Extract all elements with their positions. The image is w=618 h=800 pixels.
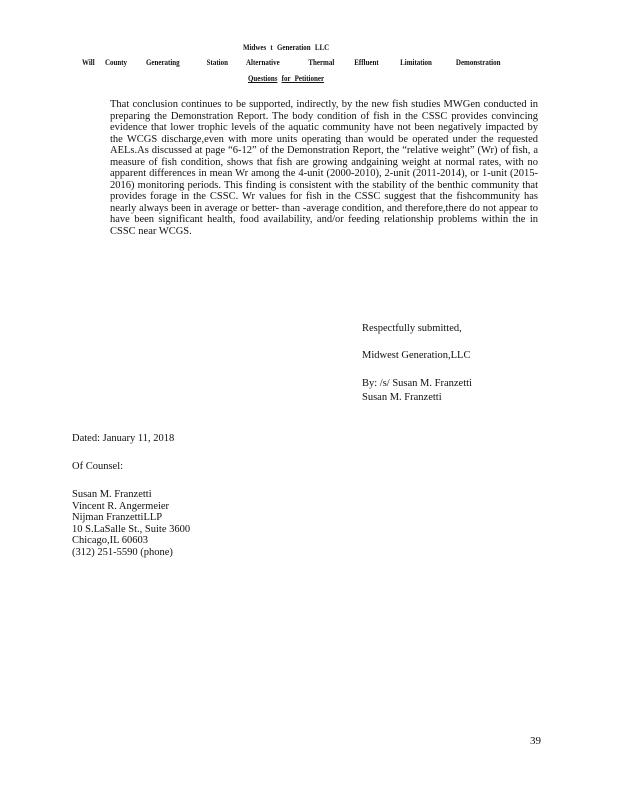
header-company-line: Midwes t Generation LLC — [243, 42, 330, 52]
counsel-line: Susan M. Franzetti — [72, 489, 152, 500]
header-word: Generating — [145, 57, 180, 67]
header-word: Will — [82, 57, 95, 67]
signature-name: Susan M. Franzetti — [362, 392, 442, 403]
header-word: Alternative — [246, 57, 280, 67]
header-word: Effluent — [354, 57, 379, 67]
body-paragraph: That conclusion continues to be supported, indirectly, by the new fish studies MWGen conducted in preparing the Demonstration Report. The body condition of fish in the CSSC provides convincing evidence that lower trophic levels of the aquatic community have not been negatively impacted by the WCGS discharge,even with more units operating than would be operated under the requested AELs.As discussed at page “6-12” of the Demonstration Report, the “relative weight” (Wr) of fish, a measure of fish condition, shows that fish are growing andgaining weight at normal rates, with no apparent differences in mean Wr among the 4-unit (2000-2010), 2-unit (2011-2014), or 1-unit (2015-2016) monitoring periods. This finding is consistent with the stability of the benthic community that provides forage in the CSSC. Wr values for fish in the CSSC suggest that the fishcommunity has nearly always been in average or better- than -average condition, and therefore,there do not appear to have been significant health, food availability, and/or feeding relationship problems within the in CSSC near WCGS. — [110, 99, 538, 237]
header-for-petitioner: for Petitioner — [281, 73, 325, 83]
signature-by-line: By: /s/ Susan M. Franzetti — [362, 378, 472, 389]
signature-company: Midwest Generation,LLC — [362, 350, 471, 361]
counsel-line: Vincent R. Angermeier — [72, 500, 170, 512]
counsel-line: Chicago,IL 60603 — [72, 535, 149, 546]
header-word: County — [104, 57, 128, 67]
header-word: Station — [206, 57, 228, 67]
dated-line: Dated: January 11, 2018 — [72, 433, 175, 444]
header-title-line — [82, 57, 508, 67]
counsel-line: (312) 251-5590 (phone) — [72, 546, 173, 558]
page-number: 39 — [530, 735, 541, 747]
header-word: Demonstration — [455, 57, 501, 67]
counsel-line: 10 S.LaSalle St., Suite 3600 — [72, 523, 191, 535]
signature-closing: Respectfully submitted, — [362, 323, 462, 334]
counsel-address-block — [72, 489, 190, 558]
header-word: Thermal — [308, 57, 335, 67]
counsel-line: Nijman FranzettiLLP — [72, 512, 163, 523]
header-questions: Questions — [248, 73, 278, 83]
of-counsel-label: Of Counsel: — [72, 461, 124, 472]
header-subtitle-line — [248, 73, 324, 83]
header-word: Limitation — [400, 57, 432, 67]
